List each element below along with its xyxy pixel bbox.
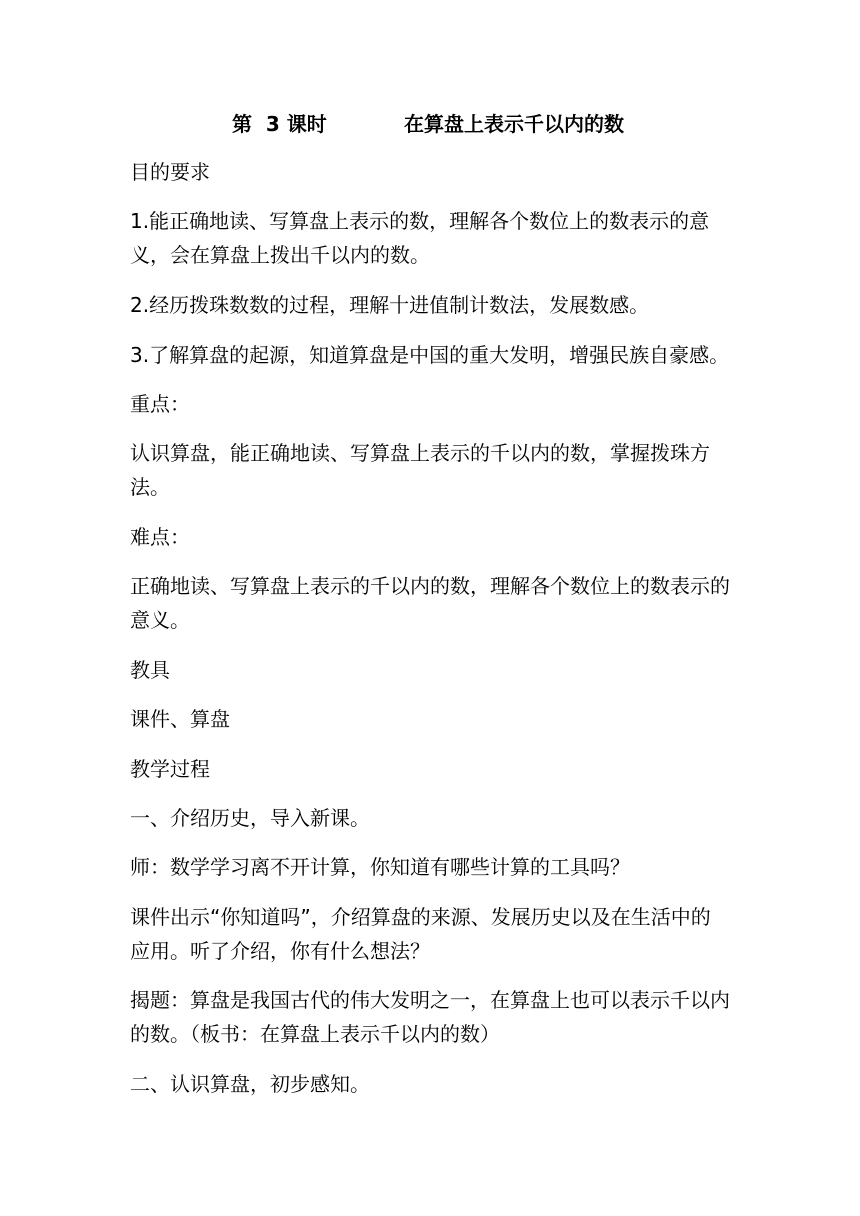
objective-3: 3.了解算盘的起源，知道算盘是中国的重大发明，增强民族自豪感。 xyxy=(130,343,730,367)
topic-reveal: 揭题：算盘是我国古代的伟大发明之一，在算盘上也可以表示千以内的数。（板书：在算盘上表示千以内的数） xyxy=(130,988,730,1046)
section-heading-teaching-aids: 教具 xyxy=(130,658,170,682)
key-points-text: 认识算盘，能正确地读、写算盘上表示的千以内的数，掌握拨珠方法。 xyxy=(130,441,710,499)
process-step-1-heading: 一、介绍历史，导入新课。 xyxy=(130,806,370,830)
lesson-topic: 在算盘上表示千以内的数 xyxy=(404,112,624,136)
section-heading-difficulties: 难点： xyxy=(130,525,190,549)
teaching-aids-text: 课件、算盘 xyxy=(130,707,230,731)
difficulties-text: 正确地读、写算盘上表示的千以内的数，理解各个数位上的数表示的意义。 xyxy=(130,574,730,632)
objective-2: 2.经历拨珠数数的过程，理解十进值制计数法，发展数感。 xyxy=(130,293,650,317)
process-step-2-heading: 二、认识算盘，初步感知。 xyxy=(130,1072,370,1096)
teacher-question: 师：数学学习离不开计算，你知道有哪些计算的工具吗？ xyxy=(130,855,630,879)
lesson-title xyxy=(0,109,860,139)
section-heading-key-points: 重点： xyxy=(130,392,190,416)
lesson-number: 第 3 课时 xyxy=(232,112,327,136)
courseware-presentation: 课件出示“你知道吗”，介绍算盘的来源、发展历史以及在生活中的应用。听了介绍，你有什么想法？ xyxy=(130,905,711,963)
section-heading-objectives: 目的要求 xyxy=(130,160,210,184)
section-heading-teaching-process: 教学过程 xyxy=(130,757,210,781)
objective-1: 1.能正确地读、写算盘上表示的数，理解各个数位上的数表示的意义，会在算盘上拨出千以内的数。 xyxy=(130,209,710,267)
